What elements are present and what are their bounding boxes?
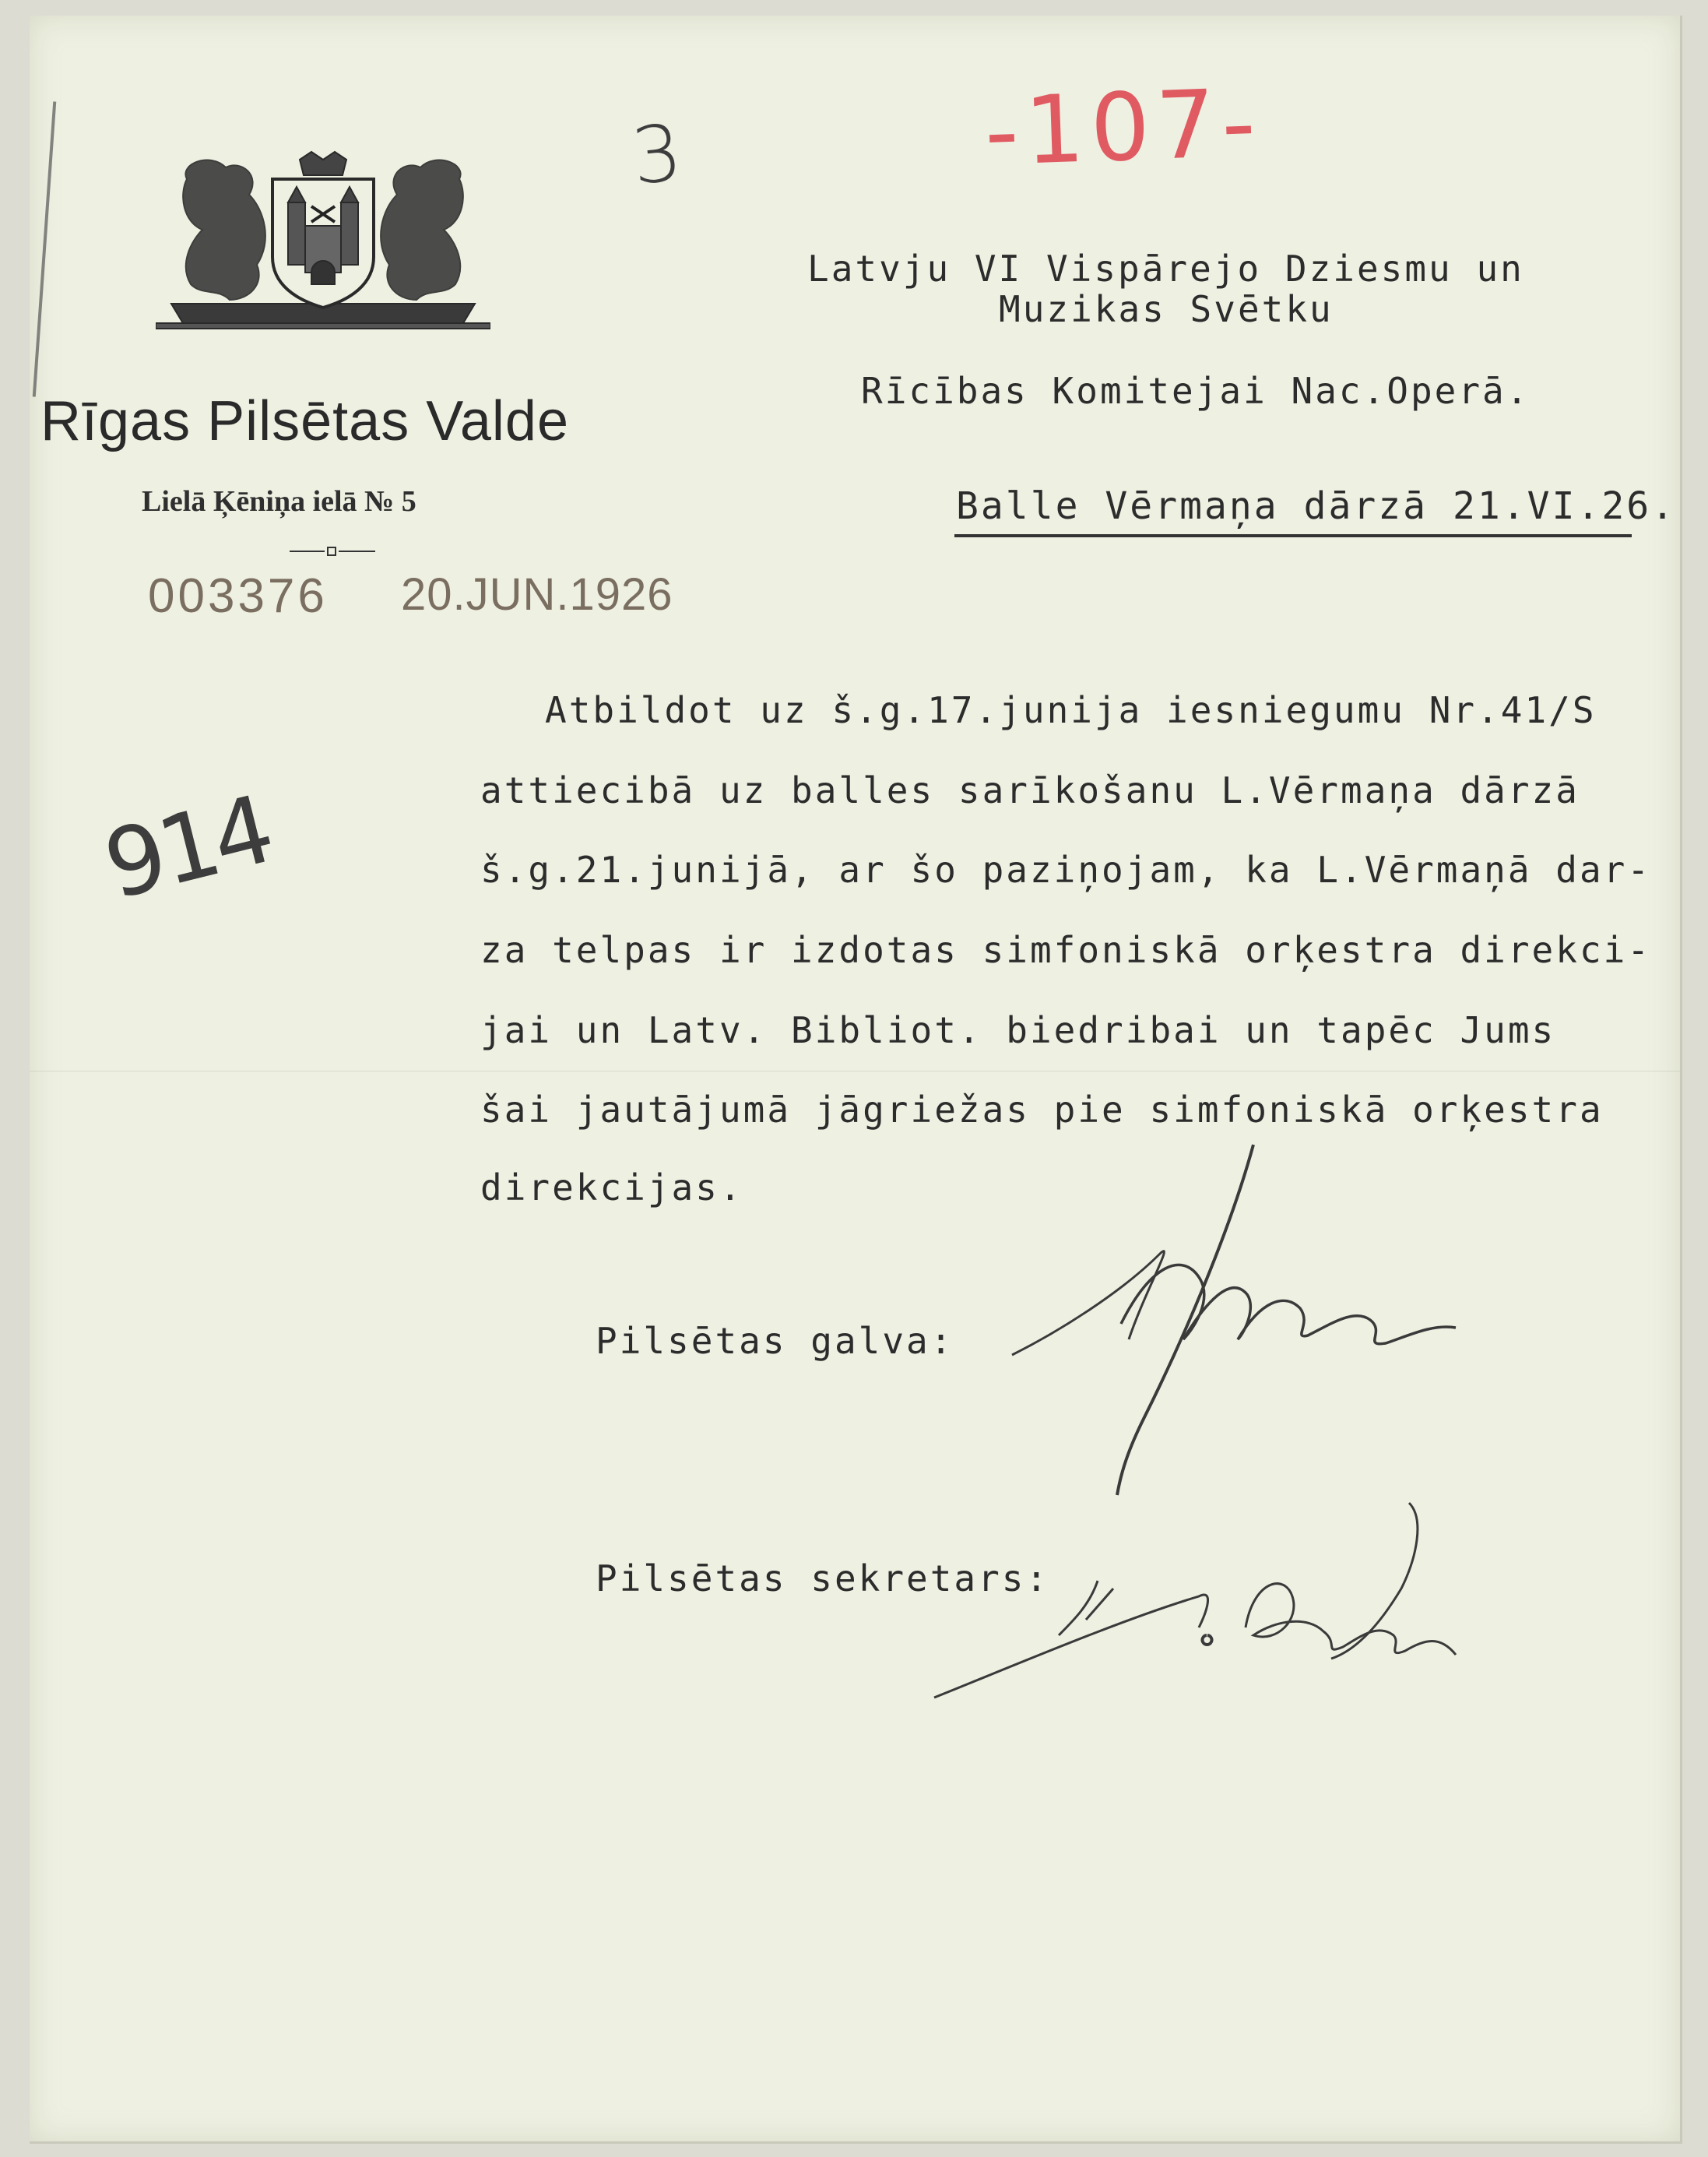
organization-name: Rīgas Pilsētas Valde (40, 390, 570, 452)
recipient-line-2: Muzikas Svētku (999, 288, 1334, 330)
handwritten-page-number: 3 (627, 106, 687, 203)
divider-ornament (290, 544, 375, 559)
body-line-7: direkcijas. (480, 1166, 743, 1209)
red-pencil-mark: -107- (982, 69, 1263, 188)
body-line-5: jai un Latv. Bibliot. biedribai un tapēc Jums (480, 1009, 1556, 1051)
secretary-signature (919, 1487, 1479, 1721)
registration-number-stamp: 003376 (148, 569, 328, 623)
body-line-1: Atbildot uz š.g.17.junija iesniegumu Nr.41/S (545, 689, 1597, 731)
recipient-line-3: Rīcības Komitejai Nac.Operā. (861, 370, 1531, 412)
subject-underline (954, 534, 1632, 537)
secretary-signature-label: Pilsētas sekretars: (596, 1557, 1050, 1599)
body-line-4: za telpas ir izdotas simfoniskā orķestra direkci- (480, 929, 1652, 971)
mayor-signature (965, 1137, 1510, 1511)
body-line-2: attiecibā uz balles sarīkošanu L.Vērmaņa dārzā (480, 769, 1580, 811)
body-line-3: š.g.21.junijā, ar šo paziņojam, ka L.Vērmaņā dar- (480, 849, 1652, 891)
organization-address: Lielā Ķēniņa ielā № 5 (142, 485, 416, 518)
mayor-signature-label: Pilsētas galva: (596, 1320, 954, 1362)
riga-coat-of-arms (156, 148, 490, 335)
handwritten-margin-number: 914 (94, 776, 280, 921)
body-line-6: šai jautājumā jāgriežas pie simfoniskā orķestra (480, 1089, 1604, 1131)
recipient-line-1: Latvju VI Vispārejo Dziesmu un (807, 248, 1524, 290)
date-stamp: 20.JUN.1926 (401, 569, 673, 620)
subject-line: Balle Vērmaņa dārzā 21.VI.26. (956, 484, 1677, 528)
